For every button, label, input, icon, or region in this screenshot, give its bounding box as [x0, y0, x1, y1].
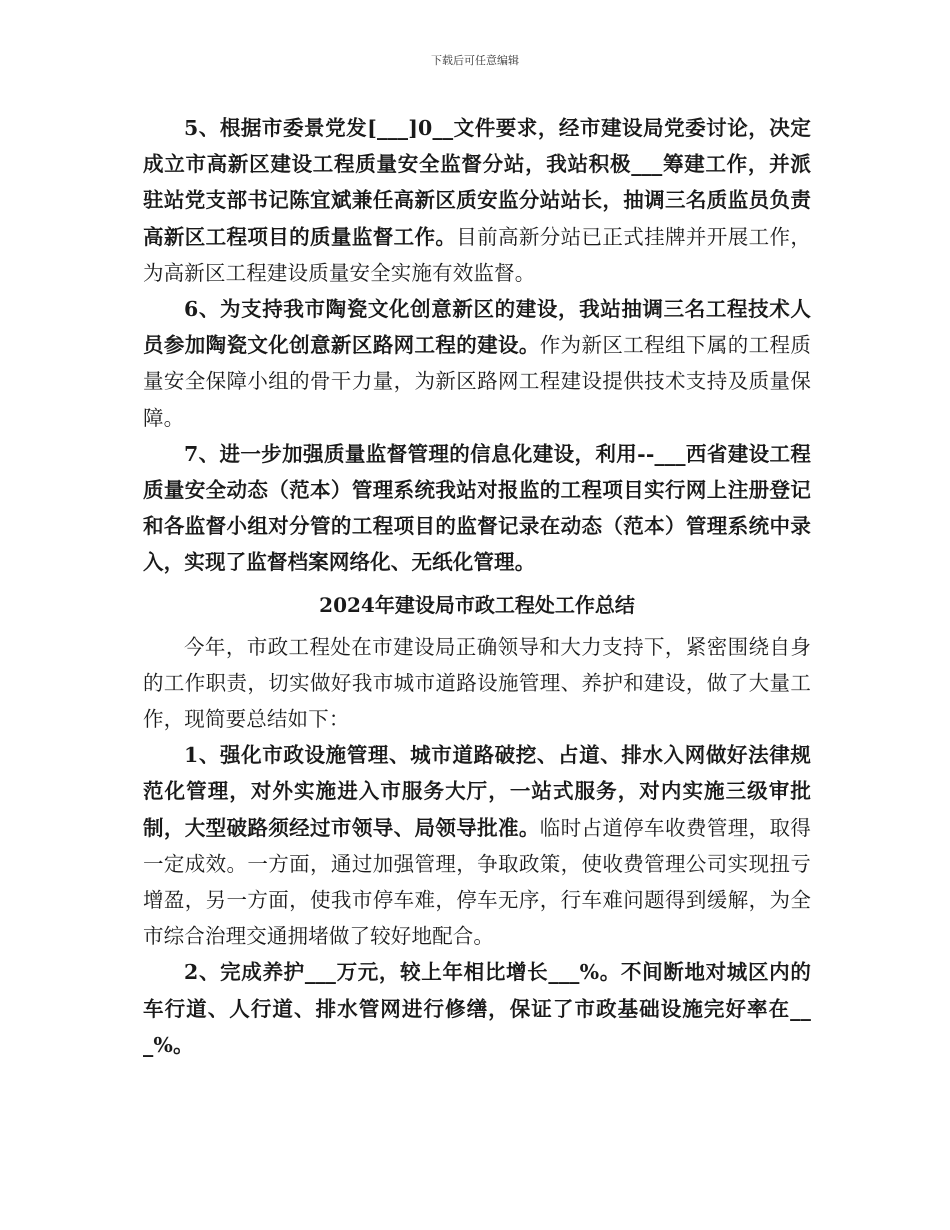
document-body	[143, 110, 811, 1063]
paragraph-item-7	[143, 436, 811, 581]
paragraph-bold-text: 7、进一步加强质量监督管理的信息化建设，利用--___西省建设工程质量安全动态（范本）管理系统我站对报监的工程项目实行网上注册登记和各监督小组对分管的工程项目的监督记录在动态（范本）管理系统中录入，实现了监督档案网络化、无纸化管理。	[143, 441, 811, 575]
paragraph-normal-text: 目前高新分站已正式挂牌并开展工作，为高新区工程建设质量安全实施有效监督。	[143, 224, 811, 285]
paragraph-normal-text: 作为新区工程组下属的工程质量安全保障小组的骨干力量，为新区路网工程建设提供技术支持及质量保障。	[143, 333, 811, 430]
paragraph-intro	[143, 629, 811, 738]
paragraph-item-6	[143, 291, 811, 436]
page-header: 下载后可任意编辑	[431, 54, 519, 67]
paragraph-bold-text: 1、强化市政设施管理、城市道路破挖、占道、排水入网做好法律规范化管理，对外实施进入市服务大厅，一站式服务，对内实施三级审批制，大型破路须经过市领导、局领导批准。	[143, 743, 811, 840]
paragraph-item-2	[143, 954, 811, 1063]
paragraph-bold-text: 6、为支持我市陶瓷文化创意新区的建设，我站抽调三名工程技术人员参加陶瓷文化创意新区路网工程的建设。	[143, 297, 811, 358]
section-title: 2024年建设局市政工程处工作总结	[319, 592, 635, 617]
paragraph-item-5	[143, 110, 811, 291]
paragraph-normal-text: 临时占道停车收费管理，取得一定成效。一方面，通过加强管理，争取政策，使收费管理公司实现扭亏增盈，另一方面，使我市停车难，停车无序，行车难问题得到缓解，为全市综合治理交通拥堵做了较好地配合。	[143, 815, 811, 949]
paragraph-bold-text: 5、根据市委景党发[___]0__文件要求，经市建设局党委讨论，决定成立市高新区建设工程质量安全监督分站，我站积极___筹建工作，并派驻站党支部书记陈宜斌兼任高新区质安监分站站长，抽调三名质监员负责高新区工程项目的质量监督工作。	[143, 116, 811, 249]
paragraph-bold-text: 2、完成养护___万元，较上年相比增长___%。不间断地对城区内的车行道、人行道、排水管网进行修缮，保证了市政基础设施完好率在___%。	[143, 960, 811, 1057]
paragraph-normal-text: 今年，市政工程处在市建设局正确领导和大力支持下，紧密围绕自身的工作职责，切实做好我市城市道路设施管理、养护和建设，做了大量工作，现简要总结如下：	[143, 634, 811, 732]
paragraph-item-1	[143, 737, 811, 954]
